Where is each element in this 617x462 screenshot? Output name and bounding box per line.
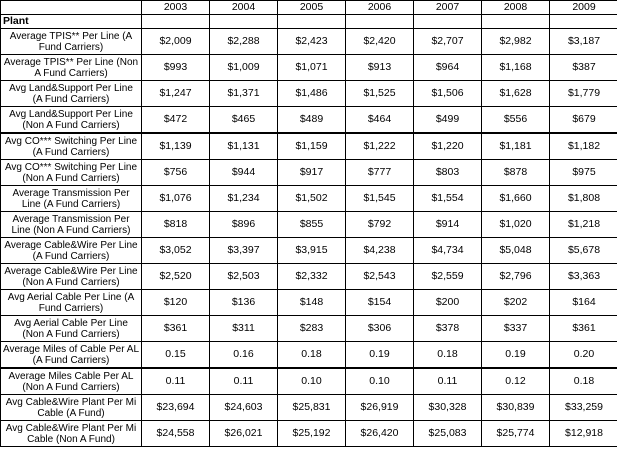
value-cell: 0.15	[142, 342, 210, 369]
empty-cell	[414, 15, 482, 29]
value-cell: $1,371	[210, 81, 278, 107]
section-label: Plant	[1, 15, 142, 29]
value-cell: $1,181	[482, 133, 550, 160]
section-header-row	[1, 15, 617, 29]
value-cell: $2,982	[482, 29, 550, 55]
table-row	[1, 55, 617, 81]
table-row	[1, 421, 617, 447]
row-label: Avg Land&Support Per Line (A Fund Carriers)	[1, 81, 142, 107]
value-cell: $4,238	[346, 238, 414, 264]
value-cell: $2,009	[142, 29, 210, 55]
value-cell: $1,139	[142, 133, 210, 160]
value-cell: $964	[414, 55, 482, 81]
value-cell: $556	[482, 107, 550, 134]
value-cell: $3,363	[550, 264, 617, 290]
value-cell: $878	[482, 160, 550, 186]
value-cell: $136	[210, 290, 278, 316]
value-cell: 0.20	[550, 342, 617, 369]
year-header-cell: 2004	[210, 1, 278, 15]
empty-cell	[142, 15, 210, 29]
value-cell: $2,543	[346, 264, 414, 290]
value-cell: $5,678	[550, 238, 617, 264]
table-row	[1, 238, 617, 264]
value-cell: $1,554	[414, 186, 482, 212]
value-cell: $464	[346, 107, 414, 134]
value-cell: $792	[346, 212, 414, 238]
value-cell: $855	[278, 212, 346, 238]
table-row	[1, 368, 617, 395]
value-cell: $306	[346, 316, 414, 342]
value-cell: $1,009	[210, 55, 278, 81]
empty-cell	[210, 15, 278, 29]
value-cell: $24,558	[142, 421, 210, 447]
value-cell: $1,660	[482, 186, 550, 212]
value-cell: 0.18	[414, 342, 482, 369]
empty-cell	[346, 15, 414, 29]
value-cell: 0.19	[346, 342, 414, 369]
value-cell: $337	[482, 316, 550, 342]
row-label: Avg Cable&Wire Plant Per Mi Cable (Non A Fund)	[1, 421, 142, 447]
row-label: Avg Aerial Cable Per Line (Non A Fund Carriers)	[1, 316, 142, 342]
value-cell: $1,506	[414, 81, 482, 107]
value-cell: $12,918	[550, 421, 617, 447]
table-row	[1, 107, 617, 134]
table-row	[1, 316, 617, 342]
value-cell: $975	[550, 160, 617, 186]
value-cell: $25,192	[278, 421, 346, 447]
value-cell: $25,774	[482, 421, 550, 447]
value-cell: $679	[550, 107, 617, 134]
value-cell: 0.10	[278, 368, 346, 395]
value-cell: $917	[278, 160, 346, 186]
value-cell: $4,734	[414, 238, 482, 264]
value-cell: $1,486	[278, 81, 346, 107]
value-cell: $818	[142, 212, 210, 238]
table-row	[1, 290, 617, 316]
value-cell: $993	[142, 55, 210, 81]
value-cell: $2,332	[278, 264, 346, 290]
empty-cell	[278, 15, 346, 29]
value-cell: 0.10	[346, 368, 414, 395]
value-cell: $361	[142, 316, 210, 342]
value-cell: $24,603	[210, 395, 278, 421]
value-cell: $120	[142, 290, 210, 316]
value-cell: $1,525	[346, 81, 414, 107]
value-cell: $26,021	[210, 421, 278, 447]
value-cell: 0.16	[210, 342, 278, 369]
value-cell: $914	[414, 212, 482, 238]
value-cell: $2,503	[210, 264, 278, 290]
value-cell: $1,502	[278, 186, 346, 212]
row-label: Avg CO*** Switching Per Line (A Fund Carriers)	[1, 133, 142, 160]
row-label: Average Cable&Wire Per Line (Non A Fund Carriers)	[1, 264, 142, 290]
value-cell: $1,628	[482, 81, 550, 107]
table-row	[1, 212, 617, 238]
year-header-cell: 2007	[414, 1, 482, 15]
value-cell: $896	[210, 212, 278, 238]
value-cell: $756	[142, 160, 210, 186]
year-header-cell: 2006	[346, 1, 414, 15]
value-cell: $26,919	[346, 395, 414, 421]
value-cell: $913	[346, 55, 414, 81]
value-cell: $30,839	[482, 395, 550, 421]
value-cell: $26,420	[346, 421, 414, 447]
value-cell: $1,779	[550, 81, 617, 107]
row-label: Average Miles Cable Per AL (Non A Fund Carriers)	[1, 368, 142, 395]
empty-cell	[550, 15, 617, 29]
table-row	[1, 133, 617, 160]
year-header-row	[1, 1, 617, 15]
table-row	[1, 81, 617, 107]
value-cell: $1,218	[550, 212, 617, 238]
value-cell: $283	[278, 316, 346, 342]
value-cell: $2,559	[414, 264, 482, 290]
value-cell: $23,694	[142, 395, 210, 421]
table-row	[1, 186, 617, 212]
value-cell: $1,808	[550, 186, 617, 212]
row-label: Average TPIS** Per Line (A Fund Carriers)	[1, 29, 142, 55]
value-cell: $3,052	[142, 238, 210, 264]
value-cell: $499	[414, 107, 482, 134]
value-cell: $30,328	[414, 395, 482, 421]
row-label: Avg CO*** Switching Per Line (Non A Fund Carriers)	[1, 160, 142, 186]
value-cell: $1,545	[346, 186, 414, 212]
value-cell: $3,397	[210, 238, 278, 264]
value-cell: $33,259	[550, 395, 617, 421]
value-cell: $387	[550, 55, 617, 81]
empty-cell	[482, 15, 550, 29]
value-cell: 0.18	[278, 342, 346, 369]
value-cell: $164	[550, 290, 617, 316]
value-cell: $2,520	[142, 264, 210, 290]
value-cell: $465	[210, 107, 278, 134]
table-row	[1, 29, 617, 55]
value-cell: 0.11	[210, 368, 278, 395]
table-row	[1, 395, 617, 421]
row-label: Average Cable&Wire Per Line (A Fund Carriers)	[1, 238, 142, 264]
header-corner-cell	[1, 1, 142, 15]
row-label: Average Miles of Cable Per AL (A Fund Carriers)	[1, 342, 142, 369]
value-cell: $25,831	[278, 395, 346, 421]
table-row	[1, 342, 617, 369]
value-cell: 0.11	[142, 368, 210, 395]
value-cell: $1,071	[278, 55, 346, 81]
row-label: Avg Cable&Wire Plant Per Mi Cable (A Fund)	[1, 395, 142, 421]
value-cell: $2,707	[414, 29, 482, 55]
value-cell: $2,420	[346, 29, 414, 55]
value-cell: $361	[550, 316, 617, 342]
value-cell: $1,020	[482, 212, 550, 238]
value-cell: $1,131	[210, 133, 278, 160]
value-cell: $3,187	[550, 29, 617, 55]
value-cell: $2,288	[210, 29, 278, 55]
value-cell: $25,083	[414, 421, 482, 447]
value-cell: $5,048	[482, 238, 550, 264]
year-header-cell: 2003	[142, 1, 210, 15]
value-cell: 0.11	[414, 368, 482, 395]
row-label: Avg Land&Support Per Line (Non A Fund Carriers)	[1, 107, 142, 134]
value-cell: $1,182	[550, 133, 617, 160]
table-row	[1, 160, 617, 186]
value-cell: 0.12	[482, 368, 550, 395]
value-cell: $1,234	[210, 186, 278, 212]
table-body	[1, 1, 617, 447]
value-cell: $1,076	[142, 186, 210, 212]
value-cell: $3,915	[278, 238, 346, 264]
value-cell: $202	[482, 290, 550, 316]
value-cell: $154	[346, 290, 414, 316]
value-cell: $311	[210, 316, 278, 342]
value-cell: $1,168	[482, 55, 550, 81]
value-cell: $944	[210, 160, 278, 186]
value-cell: $2,796	[482, 264, 550, 290]
row-label: Average Transmission Per Line (Non A Fund Carriers)	[1, 212, 142, 238]
value-cell: $1,222	[346, 133, 414, 160]
year-header-cell: 2008	[482, 1, 550, 15]
row-label: Average TPIS** Per Line (Non A Fund Carriers)	[1, 55, 142, 81]
value-cell: 0.18	[550, 368, 617, 395]
value-cell: $1,220	[414, 133, 482, 160]
value-cell: $489	[278, 107, 346, 134]
year-header-cell: 2009	[550, 1, 617, 15]
value-cell: $777	[346, 160, 414, 186]
value-cell: $1,247	[142, 81, 210, 107]
year-header-cell: 2005	[278, 1, 346, 15]
row-label: Average Transmission Per Line (A Fund Carriers)	[1, 186, 142, 212]
value-cell: $378	[414, 316, 482, 342]
row-label: Avg Aerial Cable Per Line (A Fund Carriers)	[1, 290, 142, 316]
value-cell: $803	[414, 160, 482, 186]
value-cell: $2,423	[278, 29, 346, 55]
value-cell: $1,159	[278, 133, 346, 160]
value-cell: $472	[142, 107, 210, 134]
value-cell: $200	[414, 290, 482, 316]
value-cell: 0.19	[482, 342, 550, 369]
value-cell: $148	[278, 290, 346, 316]
table-row	[1, 264, 617, 290]
